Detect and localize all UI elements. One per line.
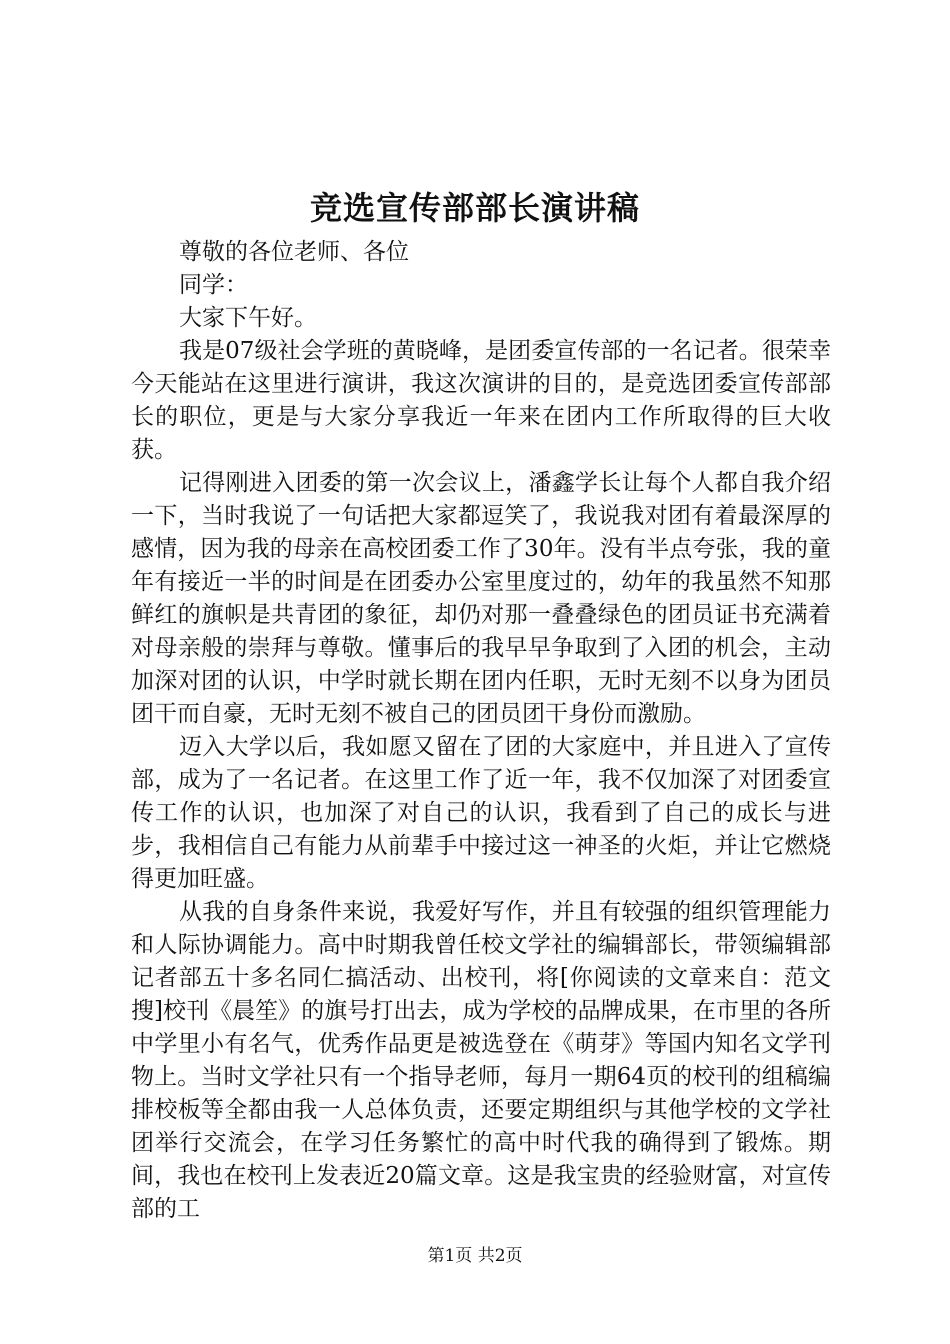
paragraph-university: 迈入大学以后，我如愿又留在了团的大家庭中，并且进入了宣传部，成为了一名记者。在这里工作了近一年，我不仅加深了对团委宣传工作的认识，也加深了对自己的认识，我看到了自己的成长与进步，我相信自己有能力从前辈手中接过这一神圣的火炬，并让它燃烧得更加旺盛。 <box>131 734 831 892</box>
document-body <box>131 236 831 1226</box>
paragraph-memory: 记得刚进入团委的第一次会议上，潘鑫学长让每个人都自我介绍一下，当时我说了一句话把大家都逗笑了，我说我对团有着最深厚的感情，因为我的母亲在高校团委工作了30年。没有半点夸张，我的童年有接近一半的时间是在团委办公室里度过的，幼年的我虽然不知那鲜红的旗帜是共青团的象征，却仍对那一叠叠绿色的团员证书充满着对母亲般的崇拜与尊敬。懂事后的我早早争取到了入团的机会，主动加深对团的认识，中学时就长期在团内任职，无时无刻不以身为团员团干而自豪，无时无刻不被自己的团员团干身份而激励。 <box>131 470 831 727</box>
paragraph-salutation-cont: 同学： <box>179 272 248 298</box>
paragraph-qualifications: 从我的自身条件来说，我爱好写作，并且有较强的组织管理能力和人际协调能力。高中时期我曾任校文学社的编辑部长，带领编辑部记者部五十多名同仁搞活动、出校刊，将[你阅读的文章来自：范文搜]校刊《晨笙》的旗号打出去，成为学校的品牌成果，在市里的各所中学里小有名气，优秀作品更是被选登在《萌芽》等国内知名文学刊物上。当时文学社只有一个指导老师，每月一期64页的校刊的组稿编排校板等全都由我一人总体负责，还要定期组织与其他学校的文学社团举行交流会，在学习任务繁忙的高中时代我的确得到了锻炼。期间，我也在校刊上发表近20篇文章。这是我宝贵的经验财富，对宣传部的工 <box>131 899 831 1222</box>
page-number-footer: 第1页 共2页 <box>427 1246 523 1266</box>
paragraph-greeting: 大家下午好。 <box>179 305 317 331</box>
document-title: 竞选宣传部部长演讲稿 <box>309 189 640 227</box>
paragraph-salutation: 尊敬的各位老师、各位 <box>179 239 409 265</box>
paragraph-introduction: 我是07级社会学班的黄晓峰，是团委宣传部的一名记者。很荣幸今天能站在这里进行演讲，我这次演讲的目的，是竞选团委宣传部部长的职位，更是与大家分享我近一年来在团内工作所取得的巨大收获。 <box>131 338 831 463</box>
